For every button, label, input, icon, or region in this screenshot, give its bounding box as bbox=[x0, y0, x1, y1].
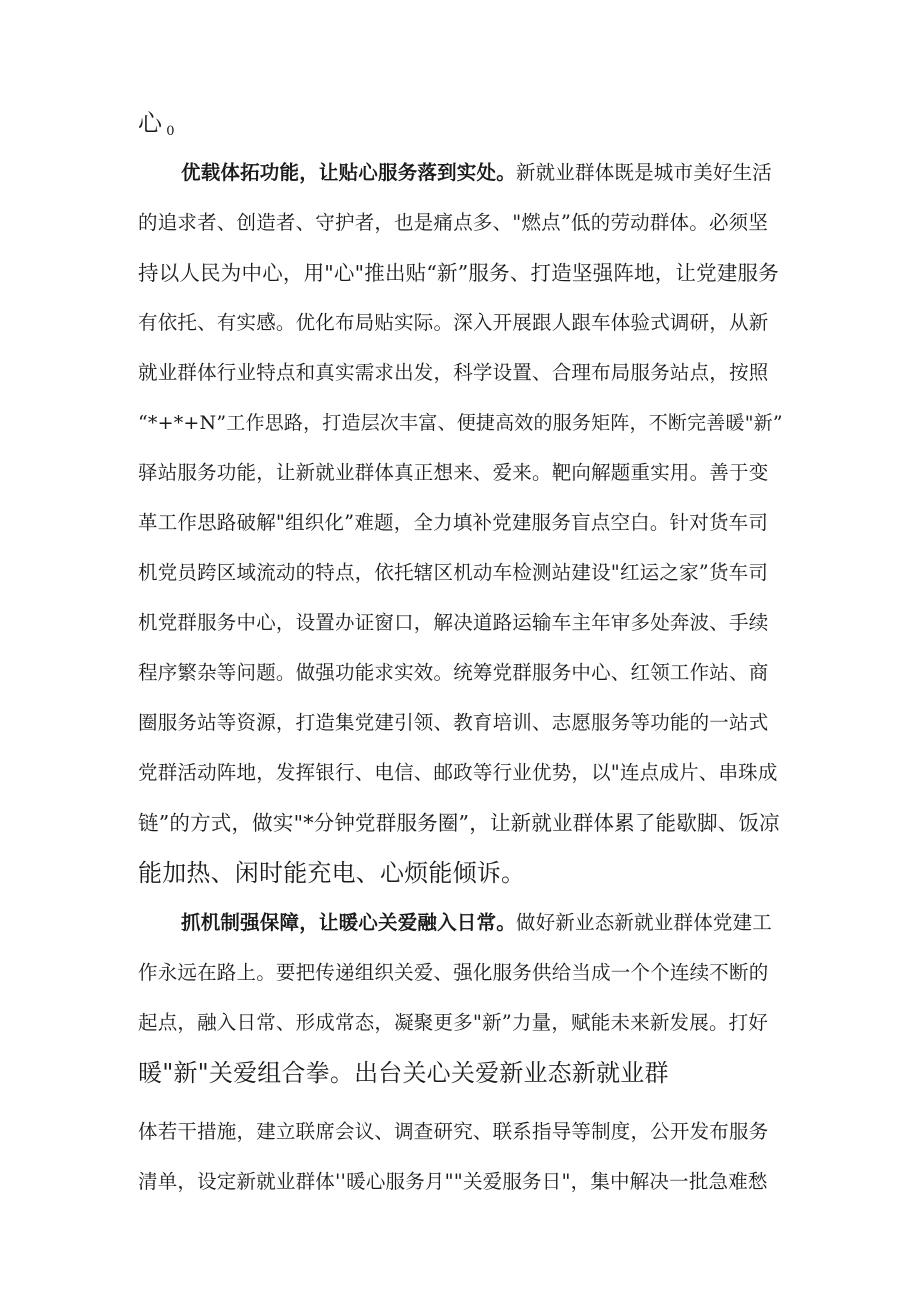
paragraph-1-line: 革工作思路破解"组织化”难题，全力填补党建服务盲点空白。针对货车司 bbox=[138, 511, 769, 534]
paragraph-1-line: 有依托、有实感。优化布局贴实际。深入开展跟人跟车体验式调研，从新 bbox=[138, 311, 769, 334]
paragraph-1-line: 程序繁杂等问题。做强功能求实效。统筹党群服务中心、红领工作站、商 bbox=[138, 661, 769, 684]
paragraph-1-first-line bbox=[181, 158, 772, 188]
paragraph-2-line: 做好新业态新就业群体党建工 bbox=[515, 911, 773, 934]
paragraph-2-line: 暖"新"关爱组合拳。出台关心关爱新业态新就业群 bbox=[138, 1059, 669, 1087]
fragment-line bbox=[138, 108, 175, 147]
paragraph-1-line: 的追求者、创造者、守护者，也是痛点多、"燃点”低的劳动群体。必须坚 bbox=[138, 211, 769, 234]
paragraph-1-line: 党群活动阵地，发挥银行、电信、邮政等行业优势，以"连点成片、串珠成 bbox=[138, 761, 778, 784]
paragraph-1-line: 机党群服务中心，设置办证窗口，解决道路运输车主年审多处奔波、手续 bbox=[138, 611, 769, 634]
paragraph-1-line: 新就业群体既是城市美好生活 bbox=[515, 161, 773, 184]
paragraph-1-line: 能加热、闲时能充电、心烦能倾诉。 bbox=[138, 859, 526, 887]
paragraph-1-line: 就业群体行业特点和真实需求出发，科学设置、合理布局服务站点，按照 bbox=[138, 361, 769, 384]
paragraph-3-line: 清单，设定新就业群体''暖心服务月""关爱服务日"，集中解决一批急难愁 bbox=[138, 1170, 768, 1193]
paragraph-2-line: 起点，融入日常、形成常态，凝聚更多"新”力量，赋能未来新发展。打好 bbox=[138, 1011, 769, 1034]
paragraph-2-first-line bbox=[181, 908, 772, 938]
fragment-mark: 0 bbox=[166, 124, 175, 139]
paragraph-1-line: 持以人民为中心，用"心"推出贴“新”服务、打造坚强阵地，让党建服务 bbox=[138, 261, 779, 285]
paragraph-1-line: 机党员跨区域流动的特点，依托辖区机动车检测站建设"红运之家”货车司 bbox=[138, 561, 769, 584]
paragraph-1-heading: 优载体拓功能，让贴心服务落到实处。 bbox=[181, 161, 516, 184]
paragraph-2-heading: 抓机制强保障，让暖心关爱融入日常。 bbox=[181, 911, 516, 934]
paragraph-1-line: “*+*+N”工作思路，打造层次丰富、便捷高效的服务矩阵，不断完善暖"新” bbox=[138, 412, 783, 434]
paragraph-1-line: 驿站服务功能，让新就业群体真正想来、爱来。靶向解题重实用。善于变 bbox=[138, 461, 769, 484]
paragraph-2-line: 作永远在路上。要把传递组织关爱、强化服务供给当成一个个连续不断的 bbox=[138, 961, 769, 984]
paragraph-1-line: 圈服务站等资源，打造集党建引领、教育培训、志愿服务等功能的一站式 bbox=[138, 711, 769, 734]
fragment-text: 心 bbox=[138, 109, 163, 137]
paragraph-1-line: 链”的方式，做实"*分钟党群服务圈”，让新就业群体累了能歇脚、饭凉 bbox=[138, 811, 780, 835]
paragraph-3-line: 体若干措施，建立联席会议、调查研究、联系指导等制度，公开发布服务 bbox=[138, 1120, 769, 1143]
